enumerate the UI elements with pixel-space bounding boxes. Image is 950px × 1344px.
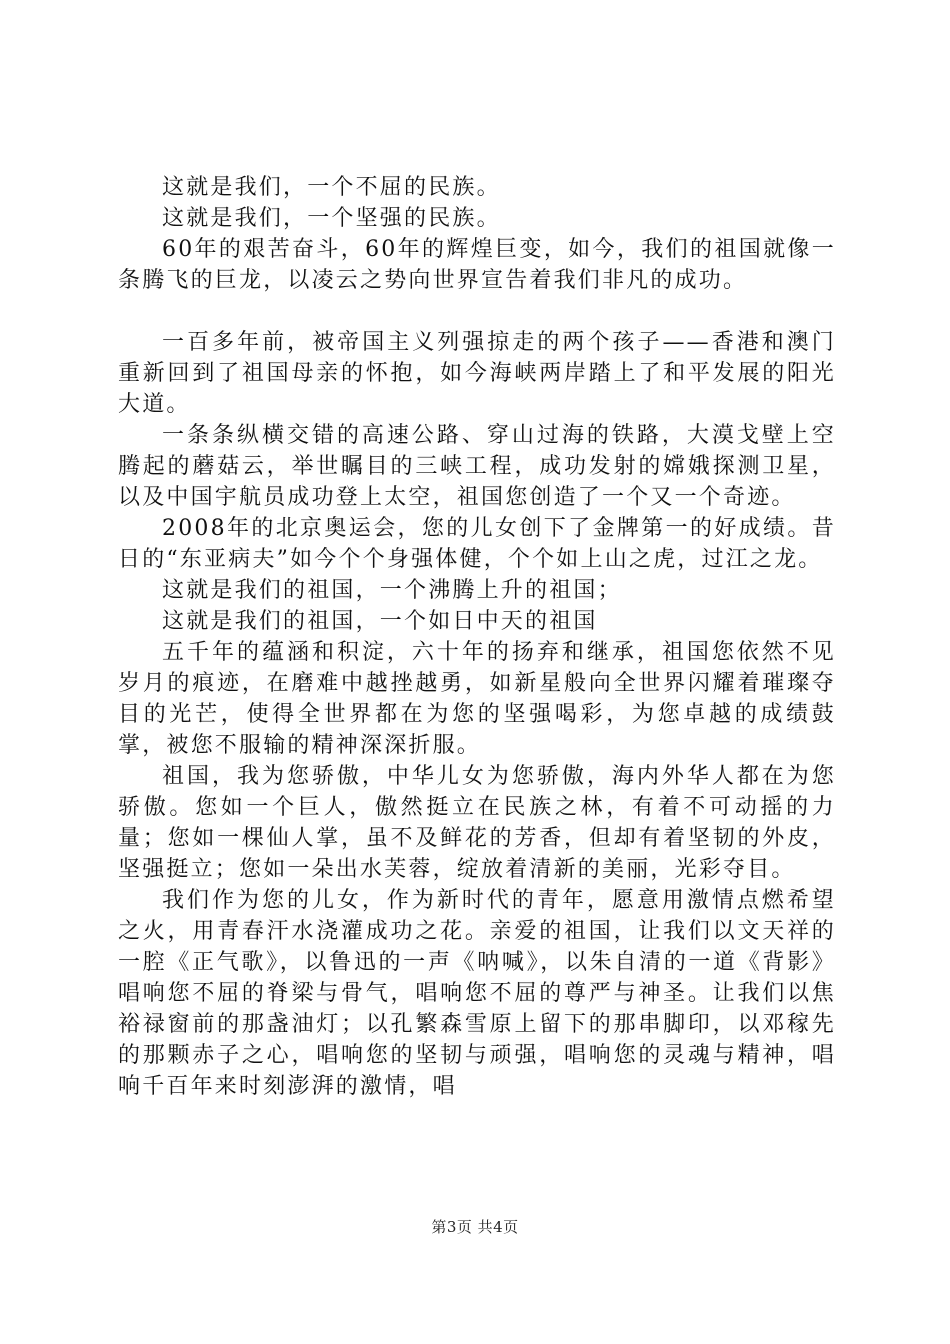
paragraph-spacer — [118, 296, 836, 327]
paragraph-4: 一百多年前，被帝国主义列强掠走的两个孩子——香港和澳门重新回到了祖国母亲的怀抱，如今海峡两岸踏上了和平发展的阳光大道。 — [118, 330, 836, 417]
paragraph-2: 这就是我们，一个坚强的民族。 — [162, 206, 501, 231]
paragraph-5: 一条条纵横交错的高速公路、穿山过海的铁路，大漠戈壁上空腾起的蘑菇云，举世瞩目的三峡工程，成功发射的嫦娥探测卫星，以及中国宇航员成功登上太空，祖国您创造了一个又一个奇迹。 — [118, 423, 836, 510]
paragraph-11: 我们作为您的儿女，作为新时代的青年，愿意用激情点燃希望之火，用青春汗水浇灌成功之花。亲爱的祖国，让我们以文天祥的一腔《正气歌》，以鲁迅的一声《呐喊》，以朱自清的一道《背影》唱响您不屈的脊梁与骨气，唱响您不屈的尊严与神圣。让我们以焦裕禄窗前的那盏油灯；以孔繁森雪原上留下的那串脚印，以邓稼先的那颗赤子之心，唱响您的坚韧与顽强，唱响您的灵魂与精神，唱响千百年来时刻澎湃的激情，唱 — [118, 888, 836, 1099]
paragraph-7: 这就是我们的祖国，一个沸腾上升的祖国； — [162, 578, 622, 603]
page-footer: 第3页 共4页 — [431, 1218, 519, 1236]
paragraph-1: 这就是我们，一个不屈的民族。 — [162, 175, 501, 200]
paragraph-10: 祖国，我为您骄傲，中华儿女为您骄傲，海内外华人都在为您骄傲。您如一个巨人，傲然挺立在民族之林，有着不可动摇的力量；您如一棵仙人掌，虽不及鲜花的芳香，但却有着坚韧的外皮，坚强挺立；您如一朵出水芙蓉，绽放着清新的美丽，光彩夺目。 — [118, 764, 836, 882]
paragraph-6: 2008年的北京奥运会，您的儿女创下了金牌第一的好成绩。昔日的“东亚病夫”如今个个身强体健，个个如上山之虎，过江之龙。 — [118, 516, 836, 572]
paragraph-8: 这就是我们的祖国，一个如日中天的祖国 — [162, 609, 598, 634]
paragraph-9: 五千年的蕴涵和积淀，六十年的扬弃和继承，祖国您依然不见岁月的痕迹，在磨难中越挫越勇，如新星般向全世界闪耀着璀璨夺目的光芒，使得全世界都在为您的坚强喝彩，为您卓越的成绩鼓掌，被您不服输的精神深深折服。 — [118, 640, 836, 758]
document-body — [118, 172, 836, 1102]
paragraph-3: 60年的艰苦奋斗，60年的辉煌巨变，如今，我们的祖国就像一条腾飞的巨龙，以凌云之势向世界宣告着我们非凡的成功。 — [118, 237, 836, 293]
